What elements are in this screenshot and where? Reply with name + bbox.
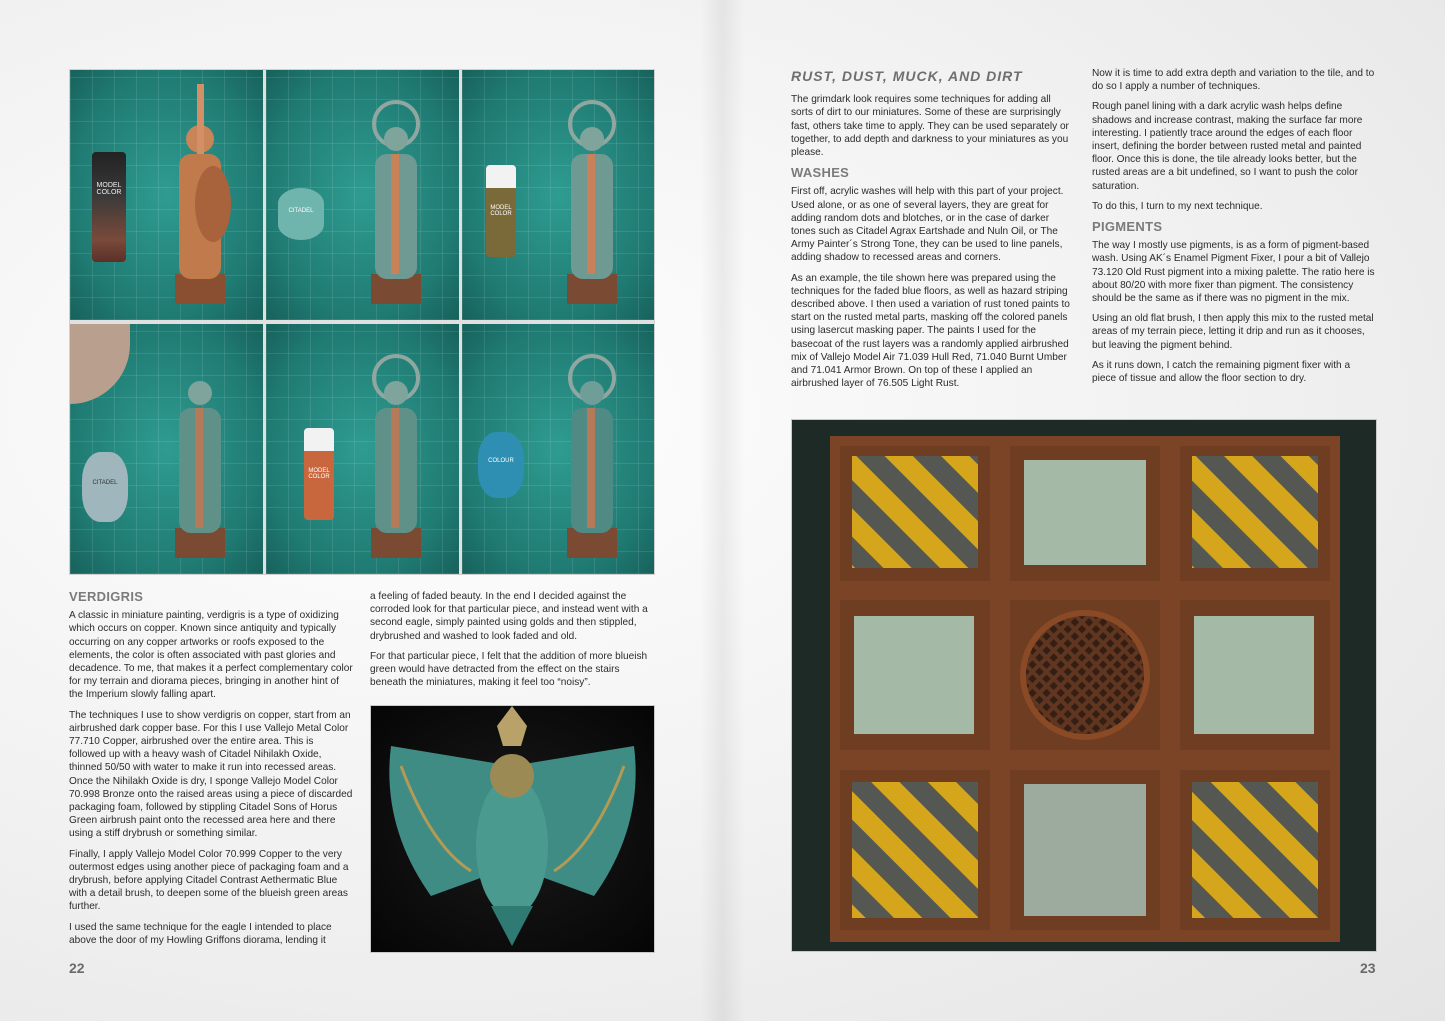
paragraph: I used the same technique for the eagle I intended to place above the door of my Howling Griffons diorama, lending it bbox=[69, 921, 332, 946]
model-color-bottle bbox=[304, 428, 334, 520]
step-photo-5 bbox=[266, 324, 459, 574]
paragraph: Rough panel lining with a dark acrylic wash helps define shadows and increase contrast, making the surface far more interesting. I patiently trace around the edges of each floor insert, defining the border between rusted metal and painted floor. Once this is done, the tile already looks better, but the rusted areas are a bit undefined, so I want to push the color saturation. bbox=[1092, 101, 1363, 192]
paragraph: First off, acrylic washes will help with this part of your project. Used alone, or as one of several layers, they are great for adding random dots and blotches, or in the case of darker tones such as Citadel Agrax Eartshade and Nuln Oil, or The Army Painter´s Strong Tone, they can be used to line panels, adding shadow to recessed areas and corners. bbox=[791, 186, 1064, 264]
rusted-floor-tile-photo bbox=[791, 419, 1377, 952]
paragraph: The grimdark look requires some techniques for adding all sorts of dirt to our miniatures. Some of these are surprisingly fast, others take time to apply. They can be used separately or together, to add depth and darkness to your miniatures as you please. bbox=[791, 94, 1069, 159]
paragraph: Using an old flat brush, I then apply this mix to the rusted metal areas of my terrain piece, letting it drip and run as it chooses, but leaving the pigment behind. bbox=[1092, 313, 1374, 351]
right-text-column-1 bbox=[791, 70, 1075, 397]
eagle-figure bbox=[371, 706, 654, 952]
page-number-right: 23 bbox=[1360, 960, 1376, 976]
chapter-heading: RUST, DUST, MUCK, AND DIRT bbox=[791, 68, 1023, 84]
metal-color-bottle bbox=[92, 152, 126, 262]
verdigris-step-photos bbox=[69, 69, 655, 575]
verdigris-statue-figure bbox=[361, 84, 431, 304]
left-text-column-2 bbox=[370, 590, 653, 696]
bottle-label: MODEL COLOR bbox=[96, 182, 122, 196]
paragraph: Now it is time to add extra depth and variation to the tile, and to do so I apply a number of techniques. bbox=[1092, 68, 1375, 93]
paragraph: A classic in miniature painting, verdigris is a type of oxidizing which occurs on copper. Known since antiquity and typically occurring on any copper artworks or roofs exposed to the elements, the color is often associated with past glories and decadence. To me, that makes it a perfect complementary color for my terrain and diorama pieces, bringing in another hint of the Imperium slowly falling apart. bbox=[69, 610, 353, 701]
verdigris-statue-figure bbox=[557, 338, 627, 558]
copper-statue-figure bbox=[165, 84, 235, 304]
step-photo-3 bbox=[462, 70, 655, 320]
bottle-label: MODEL COLOR bbox=[490, 205, 512, 217]
paragraph: The techniques I use to show verdigris on copper, start from an airbrushed dark copper base. For this I use Vallejo Metal Color 77.710 Copper, airbrushed over the entire area. This is followed up with a heavy wash of Citadel Nihilakh Oxide, thinned 50/50 with water to make it run into recessed areas. Once the Nihilakh Oxide is dry, I sponge Vallejo Model Color 70.998 Bronze onto the raised areas using a piece of discarded packaging foam, followed by stippling Citadel Sons of Horus Green airbrush paint onto the recessed area here and there using a stiff drybrush or something similar. bbox=[69, 709, 353, 840]
bottle-label: CITADEL bbox=[288, 208, 314, 214]
bottle-label: CITADEL bbox=[92, 480, 118, 486]
floor-tile-figure bbox=[792, 420, 1376, 951]
verdigris-eagle-photo bbox=[370, 705, 655, 953]
paragraph: The way I mostly use pigments, is as a form of pigment-based wash. Using AK´s Enamel Pigment Fixer, I pour a bit of Vallejo 73.120 Old Rust pigment into a mixing palette. The ratio here is about 80/20 with more fixer than pigment. The consistency should be the same as if there was no pigment in the mix. bbox=[1092, 240, 1375, 305]
verdigris-statue-figure bbox=[557, 84, 627, 304]
section-heading-pigments: PIGMENTS bbox=[1092, 219, 1163, 235]
bottle-label: MODEL COLOR bbox=[308, 468, 330, 480]
contrast-pot bbox=[478, 432, 524, 498]
paragraph: Finally, I apply Vallejo Model Color 70.999 Copper to the very outermost edges using another piece of packaging foam and a drybrush, before applying Citadel Contrast Aethermatic Blue with a detail brush, to deepen some of the blueish green areas further. bbox=[69, 848, 349, 913]
citadel-pot bbox=[82, 452, 128, 522]
paragraph: As it runs down, I catch the remaining pigment fixer with a piece of tissue and allow the floor section to dry. bbox=[1092, 359, 1351, 385]
step-photo-1 bbox=[70, 70, 263, 320]
citadel-pot bbox=[278, 188, 324, 240]
paragraph: For that particular piece, I felt that the addition of more blueish green would have detracted from the effect on the stairs beneath the miniatures, making it feel too “noisy”. bbox=[370, 650, 648, 689]
verdigris-statue-figure bbox=[361, 338, 431, 558]
left-text-column-1 bbox=[69, 590, 353, 954]
model-color-bottle bbox=[486, 165, 516, 257]
page-gutter-shadow bbox=[700, 0, 745, 1021]
verdigris-statue-figure bbox=[165, 338, 235, 558]
paragraph: To do this, I turn to my next technique. bbox=[1092, 200, 1263, 212]
step-photo-2 bbox=[266, 70, 459, 320]
paragraph: As an example, the tile shown here was prepared using the techniques for the faded blue floors, as well as hazard striping described above. I then used a variation of rust toned paints to start on the rusted metal parts, masking off the colored panels using lasercut masking paper. The paints I used for the basecoat of the rust layers was a randomly applied airbrushed mix of Vallejo Model Air 71.039 Hull Red, 71.040 Burnt Umber and 71.041 Armor Brown. On top of these I applied an airbrushed layer of 76.505 Light Rust. bbox=[791, 272, 1070, 390]
section-heading-verdigris: VERDIGRIS bbox=[69, 589, 144, 604]
right-text-column-2 bbox=[1092, 67, 1376, 392]
bottle-label: COLOUR bbox=[488, 458, 514, 464]
section-heading-washes: WASHES bbox=[791, 165, 850, 181]
step-photo-4 bbox=[70, 324, 263, 574]
step-photo-6 bbox=[462, 324, 655, 574]
page-number-left: 22 bbox=[69, 960, 85, 976]
paragraph: a feeling of faded beauty. In the end I decided against the corroded look for that particular piece, and instead went with a second eagle, simply painted using golds and then stippled, drybrushed and washed to look faded and old. bbox=[370, 591, 648, 642]
packaging-foam bbox=[70, 324, 130, 404]
